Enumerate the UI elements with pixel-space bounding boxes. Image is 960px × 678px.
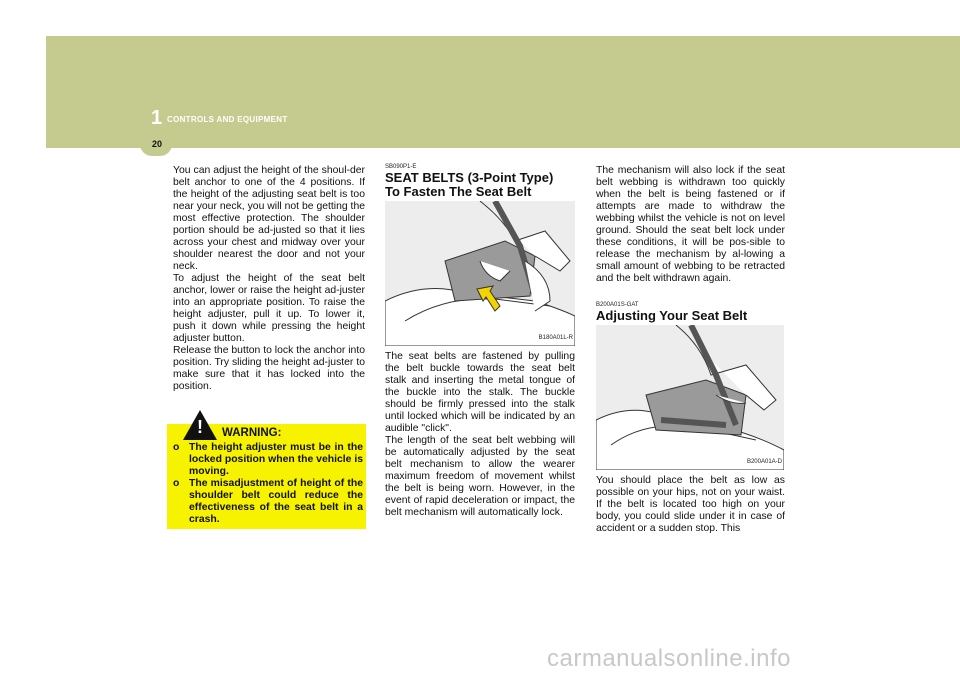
- section-heading: Adjusting Your Seat Belt: [596, 308, 748, 323]
- warning-list: [173, 442, 363, 526]
- chapter-title: CONTROLS AND EQUIPMENT: [167, 115, 288, 124]
- seat-belt-buckle-drawing: [385, 201, 575, 346]
- warning-item-text: The misadjustment of height of the shoulder belt could reduce the effectiveness of the seat belt in a crash.: [189, 478, 363, 525]
- body-paragraph: You can adjust the height of the shoul-der belt anchor to one of the 4 positions. If the height of the adjusting seat belt is too near your neck, you will not be getting the most effective protection. The shoulder portion should be ad-justed so that it lies across your chest and midway over your shoulder nearest the door and not your neck.: [173, 165, 365, 272]
- adjust-seat-belt-illustration: [596, 325, 784, 470]
- figure-caption: B200A01A-D: [746, 459, 782, 465]
- figure-caption: B180A01L-R: [538, 335, 573, 341]
- body-paragraph: The seat belts are fastened by pulling the belt buckle towards the seat belt stalk and inserting the metal tongue of the buckle into the stalk. The buckle should be firmly pressed into the stalk until locked which will be indicated by an audible "click".: [385, 351, 575, 434]
- body-paragraph: You should place the belt as low as possible on your hips, not on your waist. If the belt is located too high on your body, you could slide under it in case of accident or a sudden stop. This: [596, 475, 785, 534]
- watermark: carmanualsonline.info: [547, 645, 791, 672]
- body-paragraph: To adjust the height of the seat belt anchor, lower or raise the height ad-juster into an appropriate position. To raise the height adjuster, pull it up. To lower it, push it down while pressing the height adjuster button.: [173, 273, 365, 344]
- chapter-number: 1: [151, 107, 163, 129]
- bullet: o: [173, 478, 180, 489]
- warning-item: [173, 442, 363, 478]
- body-paragraph: The length of the seat belt webbing will be automatically adjusted by the seat belt mechanism to allow the wearer maximum freedom of movement whilst the belt is being worn. However, in the event of rapid deceleration or impact, the belt mechanism will automatically lock.: [385, 435, 575, 518]
- body-paragraph: The mechanism will also lock if the seat belt webbing is withdrawn too quickly when the belt is being fastened or if attempts are made to withdraw the webbing whilst the vehicle is not on level ground. Should the seat belt lock under these conditions, it will be pos-sible to release the mechanism by al-lowing a small amount of webbing to be retracted and the belt withdrawn again.: [596, 165, 785, 284]
- body-paragraph: Release the button to lock the anchor into position. Try sliding the height ad-juster to make sure that it has locked into the position.: [173, 345, 365, 392]
- header-band: [46, 36, 960, 148]
- page-number: 20: [151, 139, 162, 149]
- warning-item: [173, 478, 363, 526]
- warning-title: WARNING:: [222, 427, 282, 439]
- section-code: SB090P1-E: [385, 164, 417, 170]
- warning-item-text: The height adjuster must be in the locked position when the vehicle is moving.: [189, 442, 363, 477]
- column-left: [173, 165, 365, 393]
- warning-exclamation: !: [197, 417, 203, 437]
- seat-belt-lap-drawing: [596, 325, 784, 470]
- section-code: B200A01S-GAT: [596, 302, 639, 308]
- section-subheading: To Fasten The Seat Belt: [385, 184, 532, 199]
- column-right: [596, 165, 785, 535]
- section-heading: SEAT BELTS (3-Point Type): [385, 170, 554, 185]
- bullet: o: [173, 442, 180, 453]
- column-middle: [385, 163, 575, 519]
- fasten-seat-belt-illustration: [385, 201, 575, 346]
